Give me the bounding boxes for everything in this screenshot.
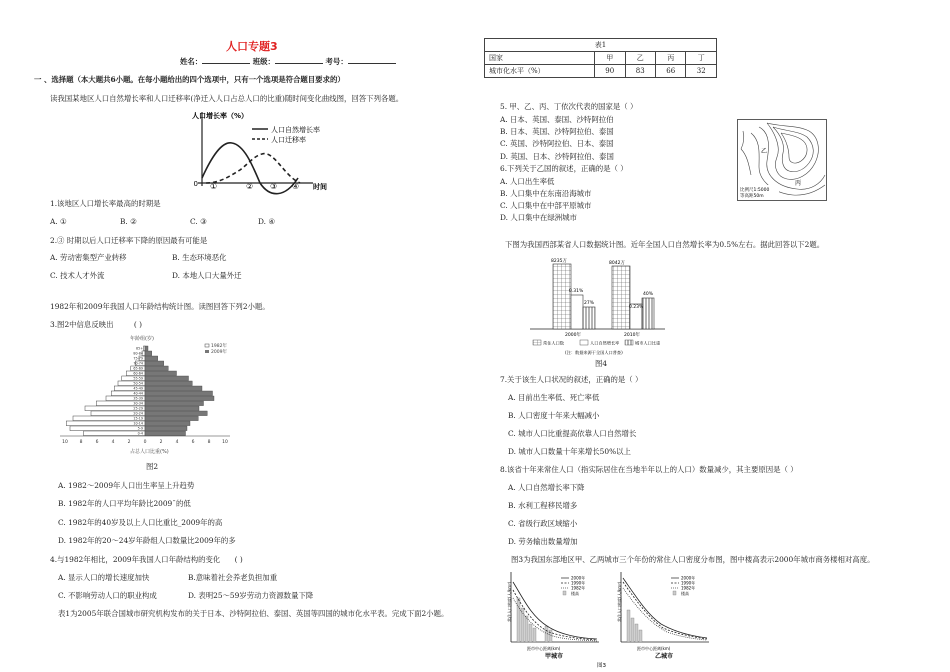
map-label-1: 乙 — [761, 148, 768, 155]
fig3a-building-1 — [517, 598, 520, 642]
fig2-bar-2009 — [145, 366, 168, 371]
fig3b-legend-building-swatch — [673, 591, 676, 595]
class-label: 班级： — [252, 57, 275, 66]
q3-stem-text: 3.图2中信息反映出 — [50, 320, 114, 329]
fig2-bar-1982 — [70, 426, 145, 431]
fig2-age-label: 55-59 — [133, 376, 143, 381]
q4-option-a[interactable]: A. 显示人口的增长速度加快 — [58, 573, 150, 582]
q7-option-a[interactable]: A. 目前出生率低、死亡率低 — [508, 393, 600, 402]
question-3-stem — [50, 320, 142, 330]
fig2-x-tick: 10 — [62, 440, 68, 445]
fig3b-legend-1990: 1990年 — [681, 580, 696, 586]
q1-option-c[interactable]: C. ③ — [190, 217, 207, 226]
fig3b-building-1 — [627, 610, 630, 642]
table1-head-bing: 丙 — [655, 52, 685, 65]
fig3a-legend-1982: 1982年 — [571, 585, 586, 591]
q1-option-d[interactable]: D. ④ — [258, 217, 275, 226]
fig4-bar-urban-2000 — [583, 307, 595, 329]
fig2-age-label: 80-84 — [133, 351, 143, 356]
q3-option-b[interactable]: B. 1982年的人口平均年龄比2009ˉ的低 — [58, 499, 191, 508]
fig4-value-urban-2010: 40% — [643, 292, 654, 297]
fig2-bar-2009 — [145, 391, 213, 396]
table1-head-yi: 乙 — [625, 52, 655, 65]
q4-answer-paren: ( ) — [234, 555, 243, 564]
fig4-value-rate-2000: 0.31% — [569, 289, 584, 294]
fig2-x-tick: 2 — [127, 440, 131, 445]
q3-answer-paren: ( ) — [133, 320, 142, 329]
intro-text-5: 图3为我国东部地区甲、乙两城市三个年份的常住人口密度分布图，图中楼高表示2000年城市商务楼相对高度。 — [511, 555, 875, 564]
fig3b-xlabel: 距市中心距离(km) — [637, 646, 671, 651]
table1-row-label: 城市化水平（%） — [485, 65, 595, 78]
fig3a-building-5 — [533, 628, 536, 642]
fig2-legend-2009: 2009年 — [211, 350, 227, 355]
table1-head-ding: 丁 — [686, 52, 717, 65]
intro-text-4: 下图为我国西部某省人口数据统计图。近年全国人口自然增长率为0.5%左右。据此回答以下2题。 — [505, 240, 825, 249]
fig3b-legend-building: 楼高 — [681, 591, 689, 596]
fig2-age-label: 40-44 — [133, 391, 143, 396]
fig3-city-b-label: 乙城市 — [655, 653, 674, 660]
question-7-stem: 7.关于该生人口状况的叙述，正确的是（ ） — [500, 375, 643, 384]
q5-option-a[interactable]: A. 日本、英国、泰国、沙特阿拉伯 — [500, 115, 614, 124]
class-blank[interactable] — [275, 55, 323, 64]
fig3a-legend-2000: 2000年 — [571, 575, 586, 581]
q2-option-c[interactable]: C. 技术人才外流 — [50, 271, 105, 280]
fig2-bar-2009 — [145, 376, 189, 381]
figure-4-province-stats — [525, 254, 675, 364]
fig2-bar-2009 — [145, 411, 207, 416]
fig2-bar-2009 — [145, 371, 177, 376]
q2-option-a[interactable]: A. 劳动密集型产业转移 — [50, 253, 127, 262]
fig4-bar-urban-2010 — [642, 298, 654, 329]
fig2-bar-2009 — [145, 346, 148, 351]
map-label-2: 丙 — [795, 180, 802, 187]
fig2-age-label: 70-74 — [133, 361, 143, 366]
fig3b-building-3 — [635, 624, 638, 642]
student-info-line — [180, 55, 396, 67]
fig2-x-tick: 6 — [95, 440, 99, 445]
fig2-age-label: 35-39 — [133, 396, 143, 401]
q5-option-c[interactable]: C. 英国、沙特阿拉伯、日本、泰国 — [500, 139, 614, 148]
fig1-zero: 0 — [193, 180, 198, 188]
fig2-x-tick: 0 — [143, 440, 147, 445]
fig4-year-2010: 2010年 — [624, 333, 640, 338]
fig2-bar-2009 — [145, 401, 204, 406]
map-scale: 比例尺1:5000 — [740, 188, 770, 193]
fig1-mark-1: ① — [210, 182, 218, 191]
q4-stem-text: 4.与1982年相比，2009年我国人口年龄结构的变化 — [50, 555, 221, 564]
fig3b-building-2 — [631, 618, 634, 642]
fig2-age-label: 30-34 — [133, 401, 143, 406]
fig4-caption: 图4 — [595, 359, 608, 368]
fig2-bar-1982 — [144, 346, 146, 351]
fig2-x-tick: 8 — [79, 440, 83, 445]
q6-option-d[interactable]: D. 人口集中在绿洲城市 — [500, 213, 577, 222]
fig2-bar-2009 — [145, 356, 158, 361]
q4-option-d[interactable]: D. 表明25～59岁劳动力资源数量下降 — [188, 591, 314, 600]
q8-option-d[interactable]: D. 劳务输出数量增加 — [508, 537, 578, 546]
q7-option-b[interactable]: B. 人口密度十年来大幅减小 — [508, 411, 600, 420]
fig4-year-2000: 2000年 — [565, 333, 581, 338]
fig3-caption: 图3 — [597, 663, 606, 668]
fig2-age-label: 60-64 — [133, 371, 143, 376]
fig2-xlabel: 占总人口比重(%) — [130, 449, 169, 455]
fig3a-legend-1990: 1990年 — [571, 580, 586, 586]
fig1-ylabel: 人口增长率（%） — [192, 112, 249, 120]
question-4-stem — [50, 555, 243, 565]
q7-option-d[interactable]: D. 城市人口数量十年来增长50%以上 — [508, 447, 631, 456]
q6-option-a[interactable]: A. 人口出生率低 — [500, 177, 555, 186]
question-6-stem: 6.下列关于乙国的叙述，正确的是（ ） — [500, 164, 628, 173]
section-heading: 一 、选择题（本大题共6小题。在每小题给出的四个选项中，只有一个选项是符合题目要求的） — [34, 75, 345, 84]
fig2-bar-2009 — [145, 381, 192, 386]
fig2-age-label: 15-19 — [133, 416, 143, 421]
fig3a-ylabel: 常住人口密度(人/km²) — [507, 581, 512, 622]
q5-option-d[interactable]: D. 英国、日本、沙特阿拉伯、泰国 — [500, 152, 614, 161]
table1-value-ding: 32 — [686, 65, 717, 78]
q6-option-c[interactable]: C. 人口集中在中部平原城市 — [500, 201, 592, 210]
figure-2-population-pyramid — [55, 330, 235, 460]
fig2-legend-1982: 1982年 — [211, 344, 227, 349]
fig2-bar-2009 — [145, 426, 187, 431]
q5-option-b[interactable]: B. 日本、英国、沙特阿拉伯、泰国 — [500, 127, 614, 136]
q3-option-a[interactable]: A. 1982～2009年人口出生率呈上升趋势 — [58, 481, 195, 490]
fig2-ylabel: 年龄组(岁) — [130, 336, 154, 342]
name-label: 姓名： — [180, 57, 203, 66]
fig2-legend-2009-swatch — [205, 350, 209, 353]
fig2-bar-1982 — [84, 431, 146, 436]
fig3a-legend-building-swatch — [563, 591, 566, 595]
fig4-value-urban-2000: 27% — [584, 301, 595, 306]
fig2-x-ticks — [62, 439, 228, 445]
fig3b-building-4 — [639, 630, 642, 642]
fig1-mark-2: ② — [246, 182, 254, 191]
q7-option-c[interactable]: C. 城市人口比重提高依靠人口自然增长 — [508, 429, 637, 438]
figure-3-city-density — [497, 568, 712, 668]
fig2-x-tick: 2 — [159, 440, 163, 445]
fig2-x-tick: 6 — [191, 440, 195, 445]
name-blank[interactable] — [202, 55, 250, 64]
intro-text-1: 读我国某地区人口自然增长率和人口迁移率(净迁入人口占总人口的比重)随时间变化曲线图，回答下列各题。 — [50, 94, 404, 103]
table1-value-yi: 83 — [625, 65, 655, 78]
fig4-bar-rate-2000 — [571, 295, 583, 329]
fig4-legend-urban: 城市人口比重 — [635, 340, 661, 346]
fig3a-xlabel: 距市中心距离(km) — [527, 646, 561, 651]
q1-option-a[interactable]: A. ① — [50, 217, 67, 226]
fig4-legend-rate-swatch — [580, 340, 588, 345]
fig4-legend-rate: 人口自然增长率 — [590, 340, 620, 346]
fig1-mark-4: ④ — [292, 182, 300, 191]
fig2-age-label: 10-14 — [133, 421, 143, 426]
fig2-bar-2009 — [145, 361, 164, 366]
q8-option-b[interactable]: B. 水利工程移民增多 — [508, 501, 578, 510]
fig2-bar-2009 — [145, 431, 186, 436]
q8-option-c[interactable]: C. 省级行政区域缩小 — [508, 519, 578, 528]
fig3b-ylabel: 常住人口密度(人/km²) — [617, 581, 622, 622]
fig3-city-b-chart — [616, 572, 709, 651]
fig3b-legend — [671, 575, 695, 597]
fig4-value-rate-2010: 0.23% — [629, 305, 644, 310]
table1-value-jia: 90 — [595, 65, 625, 78]
fig2-bar-2009 — [145, 386, 202, 391]
map-contour-interval: 等高距50m — [740, 194, 764, 199]
table1-head-country: 国家 — [485, 52, 595, 65]
fig2-age-label: 20-24 — [133, 411, 143, 416]
question-5-stem: 5. 甲、乙、丙、丁依次代表的国家是（ ） — [500, 102, 638, 111]
fig2-age-label: 5-9 — [137, 426, 143, 431]
q1-option-b[interactable]: B. ② — [120, 217, 137, 226]
fig3a-legend — [561, 575, 585, 597]
fig2-bar-2009 — [145, 406, 199, 411]
q2-option-b[interactable]: B. 生态环境恶化 — [172, 253, 227, 262]
fig2-x-tick: 8 — [207, 440, 211, 445]
table1-caption: 表1 — [485, 39, 717, 52]
fig3a-building-3 — [525, 616, 528, 642]
q6-option-b[interactable]: B. 人口集中在东南沿海城市 — [500, 189, 592, 198]
q2-option-d[interactable]: D. 本地人口大量外迁 — [172, 271, 242, 280]
intro-text-3: 表1为2005年联合国城市研究机构发布的关于日本、沙特阿拉伯、泰国、英国等四国的城市化水平表。完成下面2小题。 — [58, 609, 449, 618]
q8-option-a[interactable]: A. 人口自然增长率下降 — [508, 483, 585, 492]
q4-option-b[interactable]: B.意味着社会养老负担加重 — [188, 573, 278, 582]
table1-value-bing: 66 — [655, 65, 685, 78]
fig1-legend-natural: 人口自然增长率 — [271, 126, 320, 134]
fig4-value-pop-2000: 8235万 — [551, 259, 567, 264]
table-1-urbanization — [484, 38, 717, 78]
fig3a-legend-building: 楼高 — [571, 591, 579, 596]
fig1-xlabel: 时间 — [313, 183, 327, 191]
fig2-age-label: 0-4 — [137, 431, 143, 436]
fig2-age-label: 75-79 — [133, 356, 143, 361]
fig4-value-pop-2010: 8042万 — [609, 261, 625, 266]
fig4-legend-urban-swatch — [625, 340, 633, 345]
fig4-legend-pop-swatch — [533, 340, 541, 345]
fig2-bar-2009 — [145, 416, 198, 421]
exam-no-blank[interactable] — [348, 55, 396, 64]
fig2-age-label: 65-69 — [133, 366, 143, 371]
q3-option-c[interactable]: C. 1982年的40岁及以上人口比重比_2009年的高 — [58, 518, 223, 527]
fig3-city-a-chart — [506, 572, 599, 651]
fig3b-legend-2000: 2000年 — [681, 575, 696, 581]
fig4-bar-pop-2000 — [553, 264, 571, 329]
fig2-bar-2009 — [145, 351, 152, 356]
fig2-bar-2009 — [145, 421, 190, 426]
fig3a-building-4 — [529, 624, 532, 642]
question-8-stem: 8.该省十年来常住人口（指实际居住在当地半年以上的人口）数量减少，其主要原因是（ ） — [500, 465, 798, 474]
fig4-bar-pop-2010 — [612, 266, 630, 329]
table1-head-jia: 甲 — [595, 52, 625, 65]
fig2-caption: 图2 — [146, 462, 159, 471]
fig1-mark-3: ③ — [270, 182, 278, 191]
fig2-age-label: 45-49 — [133, 386, 143, 391]
contour-map — [737, 119, 827, 201]
fig3b-legend-1982: 1982年 — [681, 585, 696, 591]
fig2-x-tick: 4 — [175, 440, 179, 445]
fig2-age-label: 50-54 — [133, 381, 143, 386]
fig3-city-a-label: 甲城市 — [545, 653, 564, 660]
q4-option-c[interactable]: C. 不影响劳动人口的职业构成 — [58, 591, 157, 600]
fig4-legend-pop: 常住人口数 — [543, 340, 564, 346]
intro-text-2: 1982年和2009年我国人口年龄结构统计图。读图回答下列2小题。 — [50, 302, 270, 311]
fig2-x-tick: 10 — [222, 440, 228, 445]
fig3a-building-2 — [521, 608, 524, 642]
fig4-note: (注：数据来源于全国人口普查) — [565, 350, 623, 355]
figure-1-growth-curves — [180, 106, 340, 196]
fig2-x-tick: 4 — [111, 440, 115, 445]
fig2-bar-2009 — [145, 396, 214, 401]
q3-option-d[interactable]: D. 1982年的20～24岁年龄组人口数量比2009年的多 — [58, 536, 236, 545]
fig2-age-label: 85+ — [136, 346, 143, 351]
fig1-legend-migration: 人口迁移率 — [271, 136, 306, 144]
exam-no-label: 考号： — [325, 57, 348, 66]
page-title: 人口专题3 — [226, 40, 278, 53]
fig2-legend-1982-swatch — [205, 344, 209, 347]
fig2-bars — [66, 346, 214, 436]
fig2-age-label: 25-29 — [133, 406, 143, 411]
question-2-stem: 2.③ 时期以后人口迁移率下降的原因最有可能是 — [50, 236, 208, 245]
question-1-stem: 1.该地区人口增长率最高的时期是 — [50, 199, 161, 208]
